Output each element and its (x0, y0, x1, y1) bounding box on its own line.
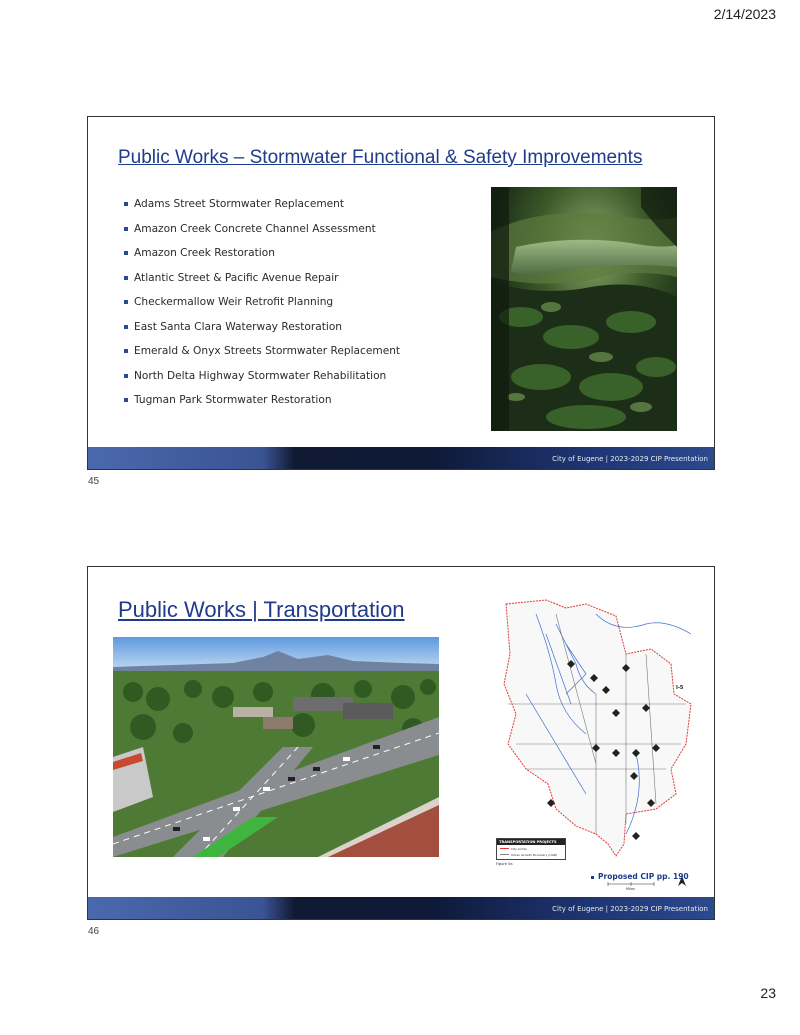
bullet-square-icon (124, 300, 128, 304)
bullet-square-icon (124, 251, 128, 255)
highway-label: I-5 (676, 685, 684, 691)
slide-46 (87, 566, 715, 920)
footer-text: City of Eugene | 2023-2029 CIP Presentation (552, 905, 708, 913)
bullet-square-icon (124, 276, 128, 280)
cip-reference-note: Proposed CIP pp. 190 (591, 872, 689, 881)
bullet-square-icon (591, 876, 594, 879)
slide-footer (88, 447, 714, 469)
list-item: Tugman Park Stormwater Restoration (134, 393, 400, 418)
bullet-square-icon (124, 349, 128, 353)
list-item: Amazon Creek Restoration (134, 246, 400, 271)
slide-title: Public Works | Transportation (118, 597, 405, 622)
page-number: 23 (760, 985, 776, 1001)
bullet-square-icon (124, 398, 128, 402)
scale-label: Miles (626, 887, 635, 891)
stormwater-creek-photo (491, 187, 677, 431)
intersection-aerial-photo (113, 637, 439, 857)
list-item: Emerald & Onyx Streets Stormwater Replacement (134, 344, 400, 369)
page-date: 2/14/2023 (713, 6, 776, 22)
list-item: Amazon Creek Concrete Channel Assessment (134, 222, 400, 247)
figure-label: Figure 5a (496, 862, 513, 866)
slide-footer (88, 897, 714, 919)
bullet-square-icon (124, 202, 128, 206)
footer-text: City of Eugene | 2023-2029 CIP Presentation (552, 455, 708, 463)
list-item: Atlantic Street & Pacific Avenue Repair (134, 271, 400, 296)
slide-45 (87, 116, 715, 470)
list-item: East Santa Clara Waterway Restoration (134, 320, 400, 345)
project-list (134, 197, 400, 418)
slide-number: 46 (88, 926, 100, 937)
bullet-square-icon (124, 325, 128, 329)
legend-item: City Limits (497, 847, 565, 851)
bullet-square-icon (124, 374, 128, 378)
map-legend (496, 838, 566, 860)
bullet-square-icon (124, 227, 128, 231)
slide-number: 45 (88, 476, 100, 487)
list-item: North Delta Highway Stormwater Rehabilitation (134, 369, 400, 394)
slide-title: Public Works – Stormwater Functional & Safety Improvements (118, 147, 643, 168)
list-item: Adams Street Stormwater Replacement (134, 197, 400, 222)
list-item: Checkermallow Weir Retrofit Planning (134, 295, 400, 320)
legend-title: TRANSPORTATION PROJECTS (497, 839, 565, 845)
legend-item: Urban Growth Boundary (UGB) (497, 853, 565, 857)
